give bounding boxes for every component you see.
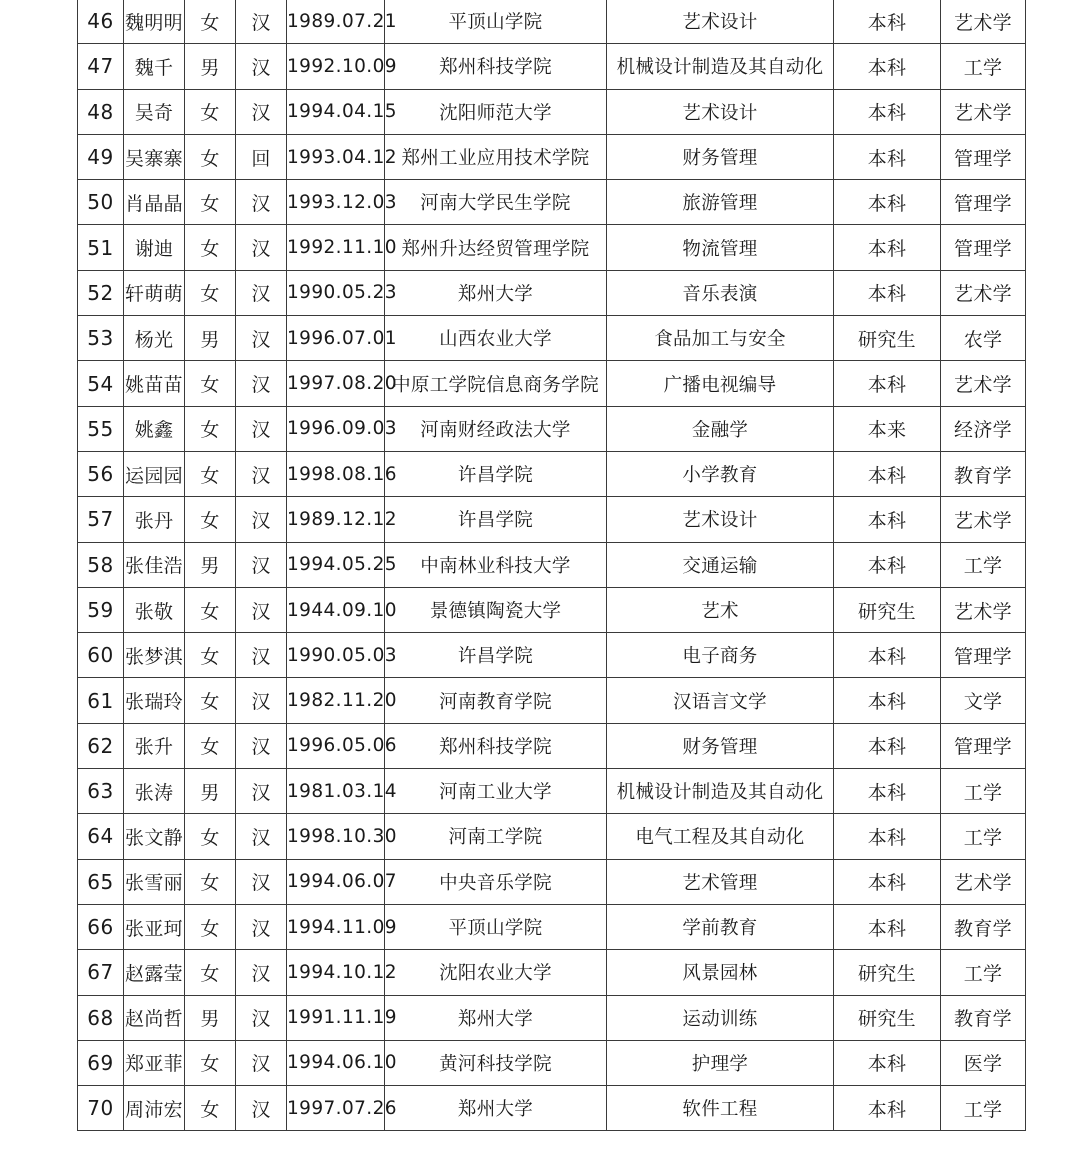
roster-table [77, 0, 1026, 1131]
cell-name: 郑亚菲 [124, 1040, 185, 1085]
cell-school: 河南教育学院 [385, 678, 607, 723]
cell-school: 许昌学院 [385, 451, 607, 496]
cell-birth-date: 1994.06.07 [287, 859, 385, 904]
cell-discipline: 文学 [941, 678, 1026, 723]
cell-birth-date: 1990.05.03 [287, 633, 385, 678]
cell-major: 艺术设计 [607, 0, 834, 44]
cell-degree: 本科 [834, 904, 941, 949]
cell-degree: 本科 [834, 0, 941, 44]
cell-number: 70 [78, 1086, 124, 1131]
table-row [78, 633, 1026, 678]
cell-ethnicity: 汉 [236, 316, 287, 361]
cell-name: 张雪丽 [124, 859, 185, 904]
cell-discipline: 管理学 [941, 633, 1026, 678]
cell-ethnicity: 汉 [236, 180, 287, 225]
cell-discipline: 艺术学 [941, 0, 1026, 44]
cell-ethnicity: 汉 [236, 769, 287, 814]
table-row [78, 678, 1026, 723]
cell-ethnicity: 汉 [236, 633, 287, 678]
cell-major: 汉语言文学 [607, 678, 834, 723]
cell-degree: 本科 [834, 1040, 941, 1085]
cell-gender: 男 [185, 769, 236, 814]
cell-number: 68 [78, 995, 124, 1040]
cell-school: 平顶山学院 [385, 904, 607, 949]
table-row [78, 451, 1026, 496]
cell-major: 艺术管理 [607, 859, 834, 904]
cell-ethnicity: 汉 [236, 225, 287, 270]
cell-school: 河南大学民生学院 [385, 180, 607, 225]
cell-discipline: 管理学 [941, 723, 1026, 768]
cell-gender: 女 [185, 1040, 236, 1085]
cell-gender: 女 [185, 904, 236, 949]
cell-birth-date: 1994.10.12 [287, 950, 385, 995]
cell-name: 张亚珂 [124, 904, 185, 949]
cell-birth-date: 1993.12.03 [287, 180, 385, 225]
cell-birth-date: 1997.08.20 [287, 361, 385, 406]
table-row [78, 361, 1026, 406]
cell-ethnicity: 汉 [236, 451, 287, 496]
cell-school: 河南工学院 [385, 814, 607, 859]
cell-birth-date: 1990.05.23 [287, 270, 385, 315]
cell-ethnicity: 汉 [236, 1086, 287, 1131]
cell-gender: 男 [185, 995, 236, 1040]
cell-birth-date: 1989.07.21 [287, 0, 385, 44]
cell-ethnicity: 汉 [236, 89, 287, 134]
cell-gender: 女 [185, 361, 236, 406]
table-row [78, 225, 1026, 270]
cell-name: 魏明明 [124, 0, 185, 44]
cell-degree: 研究生 [834, 950, 941, 995]
table-row [78, 859, 1026, 904]
cell-birth-date: 1993.04.12 [287, 134, 385, 179]
cell-degree: 本科 [834, 859, 941, 904]
cell-birth-date: 1994.06.10 [287, 1040, 385, 1085]
cell-name: 赵露莹 [124, 950, 185, 995]
cell-major: 电子商务 [607, 633, 834, 678]
cell-school: 中原工学院信息商务学院 [385, 361, 607, 406]
cell-gender: 男 [185, 44, 236, 89]
cell-gender: 女 [185, 723, 236, 768]
cell-birth-date: 1982.11.20 [287, 678, 385, 723]
cell-name: 肖晶晶 [124, 180, 185, 225]
cell-school: 沈阳农业大学 [385, 950, 607, 995]
cell-discipline: 工学 [941, 1086, 1026, 1131]
cell-discipline: 艺术学 [941, 497, 1026, 542]
cell-school: 郑州大学 [385, 270, 607, 315]
cell-degree: 本科 [834, 678, 941, 723]
table-row [78, 769, 1026, 814]
cell-major: 机械设计制造及其自动化 [607, 769, 834, 814]
cell-discipline: 艺术学 [941, 587, 1026, 632]
cell-school: 中南林业科技大学 [385, 542, 607, 587]
cell-name: 杨光 [124, 316, 185, 361]
cell-school: 许昌学院 [385, 633, 607, 678]
cell-ethnicity: 汉 [236, 859, 287, 904]
table-row [78, 542, 1026, 587]
table-row [78, 0, 1026, 44]
cell-gender: 女 [185, 0, 236, 44]
cell-birth-date: 1991.11.19 [287, 995, 385, 1040]
cell-gender: 女 [185, 406, 236, 451]
cell-major: 风景园林 [607, 950, 834, 995]
cell-school: 河南财经政法大学 [385, 406, 607, 451]
cell-major: 音乐表演 [607, 270, 834, 315]
table-row [78, 270, 1026, 315]
table-row [78, 134, 1026, 179]
cell-name: 张丹 [124, 497, 185, 542]
cell-number: 53 [78, 316, 124, 361]
cell-ethnicity: 汉 [236, 995, 287, 1040]
cell-gender: 女 [185, 134, 236, 179]
roster-body [78, 0, 1026, 1131]
cell-gender: 女 [185, 587, 236, 632]
cell-gender: 男 [185, 316, 236, 361]
cell-birth-date: 1994.05.25 [287, 542, 385, 587]
cell-birth-date: 1989.12.12 [287, 497, 385, 542]
cell-number: 56 [78, 451, 124, 496]
cell-degree: 本科 [834, 225, 941, 270]
cell-name: 吴奇 [124, 89, 185, 134]
cell-ethnicity: 汉 [236, 270, 287, 315]
cell-number: 69 [78, 1040, 124, 1085]
table-row [78, 814, 1026, 859]
cell-ethnicity: 汉 [236, 361, 287, 406]
cell-number: 50 [78, 180, 124, 225]
cell-ethnicity: 汉 [236, 904, 287, 949]
cell-gender: 女 [185, 497, 236, 542]
cell-major: 机械设计制造及其自动化 [607, 44, 834, 89]
cell-number: 54 [78, 361, 124, 406]
cell-name: 吴寨寨 [124, 134, 185, 179]
cell-degree: 本科 [834, 633, 941, 678]
cell-number: 58 [78, 542, 124, 587]
cell-name: 张敬 [124, 587, 185, 632]
cell-birth-date: 1992.10.09 [287, 44, 385, 89]
cell-school: 景德镇陶瓷大学 [385, 587, 607, 632]
cell-number: 46 [78, 0, 124, 44]
cell-discipline: 教育学 [941, 995, 1026, 1040]
cell-major: 艺术设计 [607, 497, 834, 542]
cell-school: 郑州大学 [385, 1086, 607, 1131]
cell-degree: 本科 [834, 497, 941, 542]
cell-school: 郑州科技学院 [385, 723, 607, 768]
cell-ethnicity: 汉 [236, 0, 287, 44]
cell-degree: 本科 [834, 89, 941, 134]
cell-discipline: 艺术学 [941, 89, 1026, 134]
cell-degree: 本来 [834, 406, 941, 451]
cell-gender: 女 [185, 859, 236, 904]
cell-birth-date: 1997.07.26 [287, 1086, 385, 1131]
cell-degree: 本科 [834, 134, 941, 179]
cell-degree: 本科 [834, 542, 941, 587]
cell-number: 67 [78, 950, 124, 995]
cell-degree: 本科 [834, 180, 941, 225]
cell-number: 65 [78, 859, 124, 904]
cell-gender: 女 [185, 1086, 236, 1131]
table-row [78, 180, 1026, 225]
cell-discipline: 艺术学 [941, 361, 1026, 406]
cell-number: 61 [78, 678, 124, 723]
cell-ethnicity: 汉 [236, 814, 287, 859]
cell-discipline: 教育学 [941, 451, 1026, 496]
cell-discipline: 农学 [941, 316, 1026, 361]
cell-school: 中央音乐学院 [385, 859, 607, 904]
cell-number: 51 [78, 225, 124, 270]
cell-discipline: 艺术学 [941, 270, 1026, 315]
cell-name: 轩萌萌 [124, 270, 185, 315]
cell-school: 沈阳师范大学 [385, 89, 607, 134]
cell-major: 小学教育 [607, 451, 834, 496]
cell-name: 张文静 [124, 814, 185, 859]
table-row [78, 723, 1026, 768]
table-row [78, 44, 1026, 89]
cell-gender: 女 [185, 633, 236, 678]
table-row [78, 316, 1026, 361]
cell-ethnicity: 汉 [236, 542, 287, 587]
cell-birth-date: 1944.09.10 [287, 587, 385, 632]
cell-birth-date: 1996.05.06 [287, 723, 385, 768]
cell-name: 谢迪 [124, 225, 185, 270]
cell-gender: 男 [185, 542, 236, 587]
cell-ethnicity: 汉 [236, 950, 287, 995]
cell-ethnicity: 汉 [236, 723, 287, 768]
cell-gender: 女 [185, 950, 236, 995]
cell-school: 平顶山学院 [385, 0, 607, 44]
cell-birth-date: 1998.10.30 [287, 814, 385, 859]
cell-name: 姚鑫 [124, 406, 185, 451]
cell-school: 河南工业大学 [385, 769, 607, 814]
cell-birth-date: 1994.11.09 [287, 904, 385, 949]
cell-number: 57 [78, 497, 124, 542]
cell-school: 郑州工业应用技术学院 [385, 134, 607, 179]
cell-number: 63 [78, 769, 124, 814]
cell-ethnicity: 汉 [236, 678, 287, 723]
cell-degree: 本科 [834, 361, 941, 406]
cell-major: 软件工程 [607, 1086, 834, 1131]
cell-number: 49 [78, 134, 124, 179]
cell-school: 郑州科技学院 [385, 44, 607, 89]
cell-major: 财务管理 [607, 723, 834, 768]
cell-school: 许昌学院 [385, 497, 607, 542]
cell-name: 张涛 [124, 769, 185, 814]
cell-degree: 研究生 [834, 587, 941, 632]
cell-degree: 本科 [834, 814, 941, 859]
cell-ethnicity: 汉 [236, 406, 287, 451]
cell-major: 金融学 [607, 406, 834, 451]
cell-major: 运动训练 [607, 995, 834, 1040]
cell-major: 广播电视编导 [607, 361, 834, 406]
cell-major: 交通运输 [607, 542, 834, 587]
cell-school: 郑州升达经贸管理学院 [385, 225, 607, 270]
cell-major: 学前教育 [607, 904, 834, 949]
table-row [78, 89, 1026, 134]
cell-gender: 女 [185, 89, 236, 134]
cell-school: 黄河科技学院 [385, 1040, 607, 1085]
cell-name: 张升 [124, 723, 185, 768]
cell-number: 48 [78, 89, 124, 134]
cell-name: 魏千 [124, 44, 185, 89]
cell-number: 55 [78, 406, 124, 451]
cell-discipline: 医学 [941, 1040, 1026, 1085]
cell-degree: 本科 [834, 270, 941, 315]
cell-name: 运园园 [124, 451, 185, 496]
table-row [78, 904, 1026, 949]
table-row [78, 587, 1026, 632]
table-row [78, 1086, 1026, 1131]
cell-number: 62 [78, 723, 124, 768]
cell-discipline: 工学 [941, 769, 1026, 814]
cell-degree: 本科 [834, 1086, 941, 1131]
cell-number: 59 [78, 587, 124, 632]
cell-gender: 女 [185, 180, 236, 225]
cell-discipline: 经济学 [941, 406, 1026, 451]
cell-number: 66 [78, 904, 124, 949]
cell-gender: 女 [185, 451, 236, 496]
table-row [78, 497, 1026, 542]
cell-ethnicity: 回 [236, 134, 287, 179]
cell-major: 物流管理 [607, 225, 834, 270]
cell-discipline: 艺术学 [941, 859, 1026, 904]
cell-name: 姚苗苗 [124, 361, 185, 406]
cell-birth-date: 1996.07.01 [287, 316, 385, 361]
cell-discipline: 管理学 [941, 180, 1026, 225]
cell-birth-date: 1981.03.14 [287, 769, 385, 814]
cell-birth-date: 1998.08.16 [287, 451, 385, 496]
cell-degree: 本科 [834, 451, 941, 496]
cell-degree: 本科 [834, 44, 941, 89]
cell-degree: 研究生 [834, 995, 941, 1040]
cell-school: 山西农业大学 [385, 316, 607, 361]
cell-major: 艺术 [607, 587, 834, 632]
cell-name: 张佳浩 [124, 542, 185, 587]
cell-name: 赵尚哲 [124, 995, 185, 1040]
cell-birth-date: 1994.04.15 [287, 89, 385, 134]
cell-name: 张梦淇 [124, 633, 185, 678]
cell-major: 财务管理 [607, 134, 834, 179]
cell-major: 旅游管理 [607, 180, 834, 225]
cell-major: 艺术设计 [607, 89, 834, 134]
cell-discipline: 管理学 [941, 225, 1026, 270]
table-row [78, 406, 1026, 451]
cell-discipline: 工学 [941, 44, 1026, 89]
cell-degree: 本科 [834, 723, 941, 768]
cell-gender: 女 [185, 814, 236, 859]
cell-number: 60 [78, 633, 124, 678]
cell-birth-date: 1992.11.10 [287, 225, 385, 270]
cell-ethnicity: 汉 [236, 1040, 287, 1085]
cell-ethnicity: 汉 [236, 44, 287, 89]
cell-degree: 研究生 [834, 316, 941, 361]
cell-number: 52 [78, 270, 124, 315]
cell-discipline: 工学 [941, 814, 1026, 859]
cell-discipline: 管理学 [941, 134, 1026, 179]
cell-major: 电气工程及其自动化 [607, 814, 834, 859]
cell-name: 张瑞玲 [124, 678, 185, 723]
cell-school: 郑州大学 [385, 995, 607, 1040]
table-row [78, 950, 1026, 995]
cell-ethnicity: 汉 [236, 497, 287, 542]
cell-birth-date: 1996.09.03 [287, 406, 385, 451]
cell-ethnicity: 汉 [236, 587, 287, 632]
cell-discipline: 工学 [941, 542, 1026, 587]
cell-gender: 女 [185, 270, 236, 315]
cell-degree: 本科 [834, 769, 941, 814]
cell-major: 护理学 [607, 1040, 834, 1085]
table-row [78, 995, 1026, 1040]
cell-number: 47 [78, 44, 124, 89]
cell-gender: 女 [185, 225, 236, 270]
cell-discipline: 教育学 [941, 904, 1026, 949]
cell-discipline: 工学 [941, 950, 1026, 995]
cell-major: 食品加工与安全 [607, 316, 834, 361]
cell-name: 周沛宏 [124, 1086, 185, 1131]
cell-number: 64 [78, 814, 124, 859]
table-row [78, 1040, 1026, 1085]
cell-gender: 女 [185, 678, 236, 723]
